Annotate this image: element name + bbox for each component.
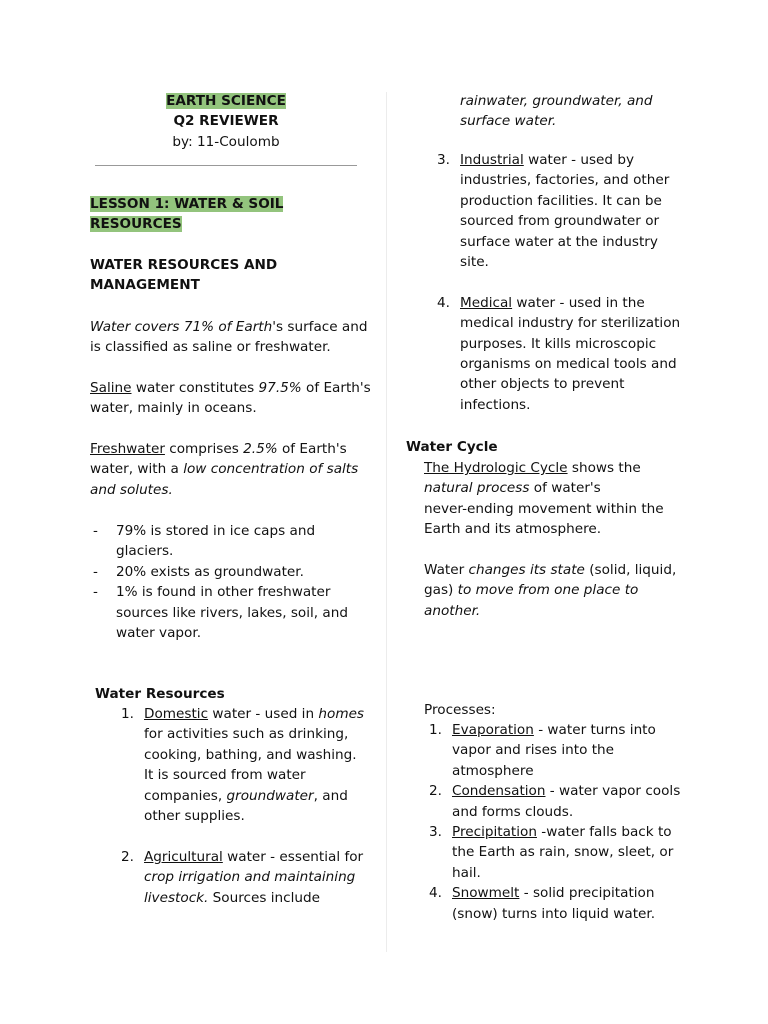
- domestic-mid: water - used in: [208, 706, 319, 722]
- state-italic: to move from one place to: [457, 582, 639, 599]
- industrial-line: site.: [460, 254, 489, 271]
- domestic-homes: homes: [318, 706, 365, 722]
- column-divider: [386, 92, 387, 952]
- item-number: 1.: [429, 722, 442, 738]
- medical-line: purposes. It kills microscopic: [460, 335, 657, 352]
- list-item-line: - 20% exists as groundwater.: [116, 563, 304, 580]
- agricultural-line: water - essential for: [222, 848, 364, 865]
- medical-line: water - used in the: [512, 294, 645, 311]
- freshwater-term: Freshwater: [90, 441, 165, 457]
- state-italic: another.: [424, 602, 481, 619]
- process-line: the Earth as rain, snow, sleet, or: [452, 844, 674, 861]
- agricultural-line: Sources include: [208, 889, 321, 906]
- water-resources-heading: Water Resources: [95, 686, 225, 702]
- cycle-line: Earth and its atmosphere.: [424, 521, 602, 538]
- reviewer-subtitle: Q2 REVIEWER: [173, 113, 279, 130]
- list-item-industrial: [432, 150, 732, 272]
- domestic-line: other supplies.: [144, 808, 245, 825]
- industrial-line: industries, factories, and other: [460, 172, 670, 189]
- process-line: (snow) turns into liquid water.: [452, 905, 656, 922]
- list-item-line: sources like rivers, lakes, soil, and: [116, 604, 349, 621]
- list-item: [90, 521, 380, 562]
- section-heading-line2: MANAGEMENT: [90, 277, 200, 294]
- water-cycle-heading: Water Cycle: [406, 439, 498, 455]
- water-resources-list-right: [432, 150, 732, 415]
- hydrologic-cycle-term: The Hydrologic Cycle: [424, 460, 568, 476]
- subject-title: EARTH SCIENCE: [166, 93, 286, 109]
- medical-line: infections.: [460, 396, 531, 413]
- saline-mid: water constitutes: [131, 380, 259, 396]
- state-line: (solid, liquid,: [584, 562, 677, 578]
- state-line: Water: [424, 562, 469, 578]
- list-item-medical: [432, 293, 732, 415]
- domestic-groundwater: groundwater: [226, 787, 314, 804]
- lesson-heading-line2: RESOURCES: [90, 216, 182, 233]
- condensation-term: Condensation: [452, 783, 546, 800]
- domestic-line: cooking, bathing, and washing.: [144, 746, 357, 763]
- industrial-line: water - used by: [523, 152, 635, 168]
- section-heading-water-resources-management: [90, 255, 277, 296]
- list-item: [90, 582, 380, 643]
- industrial-term: Industrial: [460, 152, 524, 168]
- list-item-snowmelt: [424, 883, 724, 924]
- saline-tail: of Earth's: [301, 380, 371, 396]
- medical-term: Medical: [460, 294, 513, 311]
- coverage-italic: Water covers 71% of Earth: [90, 319, 273, 335]
- list-item-precipitation: [424, 822, 724, 883]
- paragraph-state-changes: [424, 560, 676, 621]
- item-number: 3.: [429, 824, 442, 841]
- process-line: vapor and rises into the: [452, 742, 615, 759]
- list-item-evaporation: [424, 720, 724, 781]
- freshwater-percent: 2.5%: [243, 441, 278, 457]
- state-line: gas): [424, 582, 458, 599]
- saline-percent: 97.5%: [258, 380, 302, 396]
- item-number: 4.: [429, 885, 442, 902]
- domestic-line: , and: [313, 787, 348, 804]
- freshwater-tail: of Earth's: [277, 441, 347, 457]
- cycle-line: of water's: [529, 480, 601, 497]
- industrial-line: surface water at the industry: [460, 233, 658, 250]
- freshwater-distribution-list: [90, 521, 380, 643]
- processes-list: [424, 720, 724, 924]
- agricultural-continuation: [460, 91, 653, 132]
- paragraph-water-coverage: [90, 317, 368, 358]
- saline-term: Saline: [90, 380, 132, 396]
- title-divider: [95, 165, 357, 166]
- medical-line: medical industry for sterilization: [460, 315, 681, 332]
- industrial-line: sourced from groundwater or: [460, 213, 660, 230]
- process-line: atmosphere: [452, 762, 534, 779]
- process-line: - solid precipitation: [519, 885, 655, 902]
- saline-line2: water, mainly in oceans.: [90, 400, 257, 417]
- paragraph-hydrologic-cycle: [424, 458, 664, 540]
- freshwater-line3: and solutes.: [90, 481, 173, 498]
- evaporation-term: Evaporation: [452, 722, 534, 738]
- process-line: -water falls back to: [536, 824, 672, 841]
- agricultural-line: surface water.: [460, 113, 557, 130]
- freshwater-line2-italic: low concentration of salts: [183, 461, 359, 478]
- coverage-rest: 's surface and: [272, 319, 368, 335]
- paragraph-freshwater: [90, 439, 358, 500]
- item-number: 2.: [121, 848, 134, 865]
- water-resources-list-left: [116, 704, 386, 908]
- cycle-line: never-ending movement within the: [424, 500, 664, 517]
- agricultural-line: rainwater, groundwater, and: [460, 93, 653, 109]
- item-number: 4.: [437, 294, 450, 311]
- list-item-line: - 79% is stored in ice caps and: [116, 523, 316, 539]
- list-item-agricultural: [116, 847, 386, 908]
- paragraph-saline-water: [90, 378, 371, 419]
- list-item-line: water vapor.: [116, 625, 202, 642]
- process-line: hail.: [452, 864, 481, 881]
- process-line: - water turns into: [533, 722, 656, 738]
- list-item-line: - 1% is found in other freshwater: [116, 584, 331, 601]
- lesson-heading: [90, 194, 283, 235]
- list-item-line: glaciers.: [116, 543, 174, 560]
- lesson-heading-line1: LESSON 1: WATER & SOIL: [90, 196, 284, 212]
- medical-line: other objects to prevent: [460, 376, 625, 393]
- section-heading-line1: WATER RESOURCES AND: [90, 257, 278, 273]
- precipitation-term: Precipitation: [452, 824, 537, 841]
- coverage-line2: is classified as saline or freshwater.: [90, 339, 331, 356]
- item-number: 3.: [437, 152, 450, 168]
- list-item-domestic: [116, 704, 386, 826]
- agricultural-term: Agricultural: [144, 848, 223, 865]
- agricultural-line: crop irrigation and maintaining: [144, 869, 356, 886]
- domestic-line: companies,: [144, 787, 227, 804]
- document-title-block: [95, 91, 357, 152]
- process-line: - water vapor cools: [545, 783, 681, 800]
- process-line: and forms clouds.: [452, 803, 574, 820]
- snowmelt-term: Snowmelt: [452, 885, 520, 902]
- author-byline: by: 11-Coulomb: [172, 133, 280, 150]
- item-number: 2.: [429, 783, 442, 800]
- list-item: [90, 562, 380, 582]
- medical-line: organisms on medical tools and: [460, 356, 677, 373]
- agricultural-livestock: livestock.: [144, 889, 209, 906]
- industrial-line: production facilities. It can be: [460, 192, 662, 209]
- cycle-line: shows the: [567, 460, 641, 476]
- item-number: 1.: [121, 706, 134, 722]
- natural-process-italic: natural process: [424, 480, 530, 497]
- domestic-line: It is sourced from water: [144, 767, 306, 784]
- list-item-condensation: [424, 781, 724, 822]
- domestic-line: for activities such as drinking,: [144, 726, 349, 743]
- freshwater-line2-plain: water, with a: [90, 461, 184, 478]
- state-italic: changes its state: [468, 562, 585, 578]
- domestic-term: Domestic: [144, 706, 209, 722]
- processes-heading: Processes:: [424, 702, 496, 718]
- freshwater-mid: comprises: [164, 441, 244, 457]
